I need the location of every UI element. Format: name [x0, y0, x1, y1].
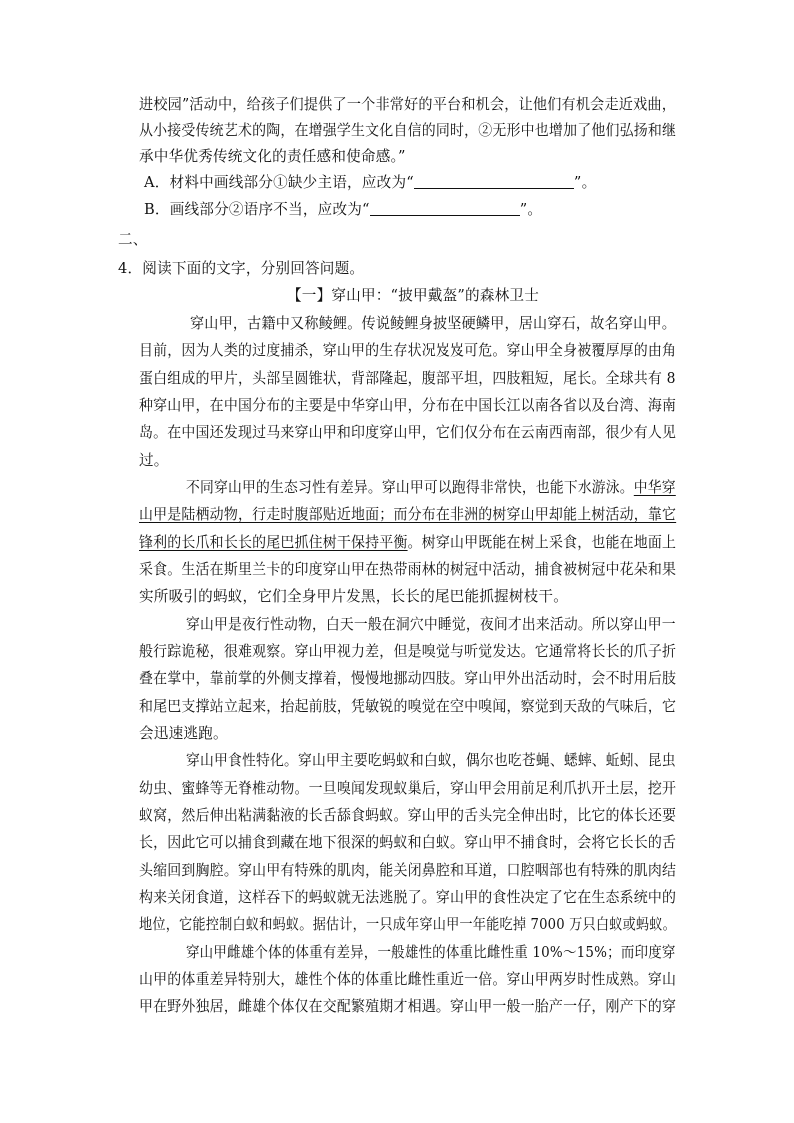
p3-line: 和尾巴支撑站立起来，抬起前肢，凭敏锐的嗅觉在空中嗅闻，察觉到天敌的气味后，它 [139, 698, 677, 715]
p5-line: 穿山甲雌雄个体的体重有差异，一般雄性的体重比雌性重 10%～15%；而印度穿 [186, 944, 676, 961]
option-b-text: B．画线部分②语序不当，应改为“ [144, 201, 370, 218]
p4-line: 长，因此它可以捕食到藏在地下很深的蚂蚁和白蚁。穿山甲不捕食时，会将它长长的舌 [139, 834, 677, 851]
p2-line-3 [139, 533, 676, 553]
p4-line: 头缩回到胸腔。穿山甲有特殊的肌肉，能关闭鼻腔和耳道，口腔咽部也有特殊的肌肉结 [139, 862, 677, 879]
p4-line: 穿山甲食性特化。穿山甲主要吃蚂蚁和白蚁，偶尔也吃苍蝇、蟋蟀、蚯蚓、昆虫 [186, 752, 676, 769]
p4-line: 构来关闭食道，这样吞下的蚂蚁就无法逃脱了。穿山甲的食性决定了它在生态系统中的 [139, 889, 677, 906]
q3-text-line-3: 承中华优秀传统文化的责任感和使命感。” [139, 148, 406, 165]
q3-option-a [144, 173, 596, 193]
option-a-close: ”。 [573, 174, 597, 191]
p4-line: 蚁窝，然后伸出粘满黏液的长舌舔食蚂蚁。穿山甲的舌头完全伸出时，比它的体长还要 [139, 807, 677, 824]
p2-underlined-text: 锋利的长爪和长长的尾巴抓住树干保持平衡 [139, 534, 408, 551]
q4-stem: 4．阅读下面的文字，分别回答问题。 [118, 260, 365, 277]
answer-blank-b[interactable] [370, 201, 520, 216]
p1-line: 蛋白组成的甲片，头部呈圆锥状，背部隆起，腹部平坦，四肢粗短，尾长。全球共有 8 [139, 370, 676, 387]
p4-line: 地位，它能控制白蚁和蚂蚁。据估计，一只成年穿山甲一年能吃掉 7000 万只白蚁或蚂蚁。 [139, 916, 676, 933]
option-b-close: ”。 [519, 201, 543, 218]
p2-line: 实所吸引的蚂蚁，它们全身甲片发黑，长长的尾巴能抓握树枝干。 [139, 588, 569, 605]
p2-underlined-text: 山甲是陆栖动物，行走时腹部贴近地面；而分布在非洲的树穿山甲却能上树活动，靠它 [139, 506, 677, 523]
p3-line: 会迅速逃跑。 [139, 725, 228, 742]
p2-plain-text: 。树穿山甲既能在树上采食，也能在地面上 [407, 534, 677, 551]
option-a-text: A．材料中画线部分①缺少主语，应改为“ [144, 174, 414, 191]
p1-line: 种穿山甲，在中国分布的主要是中华穿山甲，分布在中国长江以南各省以及台湾、海南 [139, 397, 677, 414]
p2-line-2 [139, 505, 676, 525]
section-heading: 二、 [118, 231, 148, 248]
q3-text-line-2: 从小接受传统艺术的陶，在增强学生文化自信的同时，②无形中也增加了他们弘扬和继 [139, 122, 677, 139]
passage-title: 【一】穿山甲：“披甲戴盔”的森林卫士 [287, 287, 540, 304]
q3-text-line-1: 进校园”活动中，给孩子们提供了一个非常好的平台和机会，让他们有机会走近戏曲， [139, 96, 677, 113]
p5-line: 山甲的体重差异特别大，雄性个体的体重比雌性重近一倍。穿山甲两岁时性成熟。穿山 [139, 971, 677, 988]
p1-line: 穿山甲，古籍中又称鲮鲤。传说鲮鲤身披坚硬鳞甲，居山穿石，故名穿山甲。 [190, 315, 676, 332]
q3-option-b [144, 200, 542, 220]
p1-line: 目前，因为人类的过度捕杀，穿山甲的生存状况岌岌可危。穿山甲全身被覆厚厚的由角 [139, 342, 677, 359]
p2-underlined-text: 中华穿 [633, 479, 676, 496]
p2-line-1 [186, 478, 676, 498]
p2-plain-text: 不同穿山甲的生态习性有差异。穿山甲可以跑得非常快，也能下水游泳。 [186, 479, 634, 496]
answer-blank-a[interactable] [414, 174, 574, 189]
p1-line: 过。 [139, 452, 169, 469]
p3-line: 般行踪诡秘，很难观察。穿山甲视力差，但是嗅觉与听觉发达。它通常将长长的爪子折 [139, 643, 677, 660]
p3-line: 穿山甲是夜行性动物，白天一般在洞穴中睡觉，夜间才出来活动。所以穿山甲一 [186, 616, 676, 633]
p3-line: 叠在掌中，靠前掌的外侧支撑着，慢慢地挪动四肢。穿山甲外出活动时，会不时用后肢 [139, 670, 677, 687]
p2-line: 采食。生活在斯里兰卡的印度穿山甲在热带雨林的树冠中活动，捕食被树冠中花朵和果 [139, 561, 677, 578]
p4-line: 幼虫、蜜蜂等无脊椎动物。一旦嗅闻发现蚁巢后，穿山甲会用前足利爪扒开土层，挖开 [139, 780, 677, 797]
p5-line: 甲在野外独居，雌雄个体仅在交配繁殖期才相遇。穿山甲一般一胎产一仔，刚产下的穿 [139, 998, 677, 1015]
p1-line: 岛。在中国还发现过马来穿山甲和印度穿山甲，它们仅分布在云南西南部，很少有人见 [139, 424, 677, 441]
